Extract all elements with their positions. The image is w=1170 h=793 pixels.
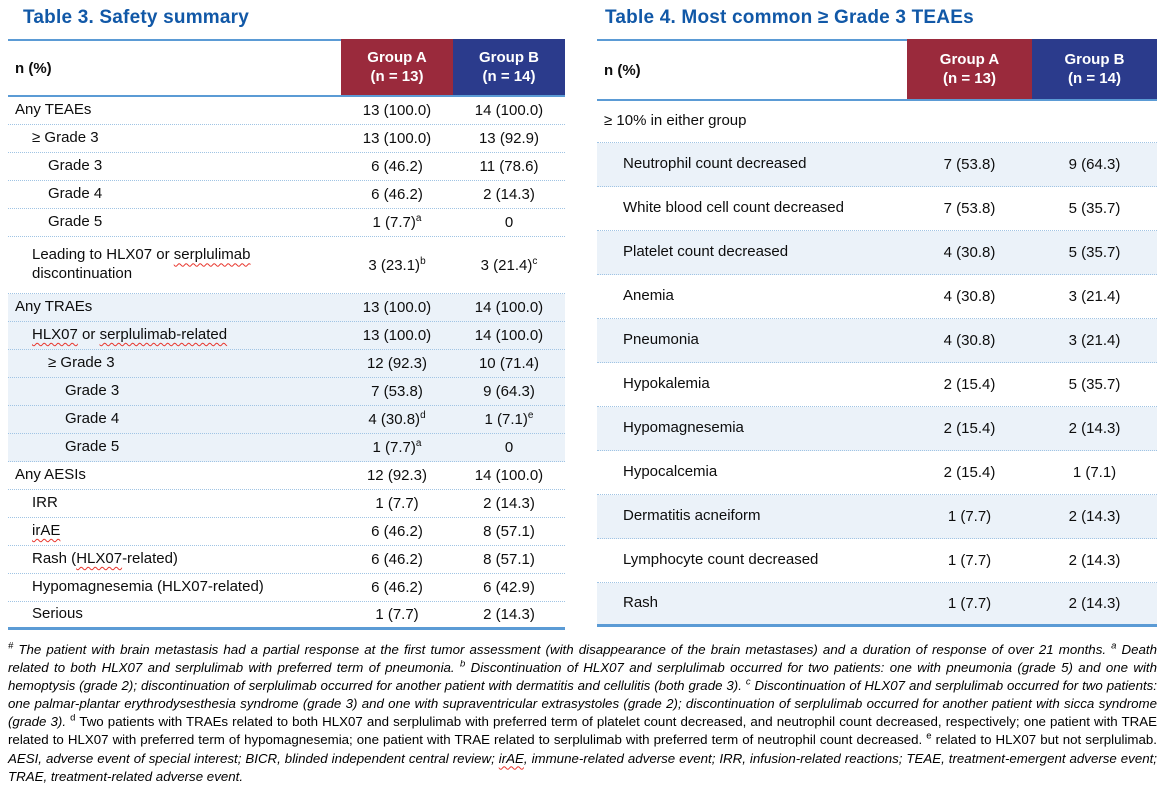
cell-group-b: 1 (7.1) <box>1072 464 1117 481</box>
row-label: Hypomagnesemia (HLX07-related) <box>32 578 264 596</box>
group-b-name: Group B <box>1064 50 1125 68</box>
cell-group-b: 5 (35.7) <box>1068 376 1121 393</box>
cell-group-b: 3 $(21.4)^c$ <box>480 255 538 274</box>
row-label: Hypomagnesemia <box>623 419 744 437</box>
cell-group-a: 1 (7.7) <box>375 495 419 512</box>
table-row <box>8 97 565 125</box>
cell-group-b: 8 (57.1) <box>483 551 535 568</box>
row-label: Anemia <box>623 287 674 305</box>
column-header-metric: n (%) <box>597 39 907 99</box>
cell-group-b: 2 (14.3) <box>1068 508 1121 525</box>
group-a-n: (n = 13) <box>370 68 424 85</box>
group-b-n: (n = 14) <box>1068 70 1121 87</box>
tables-section <box>8 5 1157 630</box>
column-header-group-a <box>907 39 1032 99</box>
cell-group-a: 12 (92.3) <box>366 467 428 484</box>
table-row <box>597 101 1157 143</box>
row-label: Leading to HLX07 or serplulimab discontinuation <box>32 246 251 282</box>
cell-group-b: 11 (78.6) <box>479 158 539 175</box>
group-a-name: Group A <box>939 50 1000 68</box>
table3-title: Table 3. Safety summary <box>23 7 250 28</box>
footnote-segment: irAE <box>498 750 524 766</box>
cell-group-a: 3 $(23.1)^b$ <box>368 255 426 274</box>
cell-group-a: 6 (46.2) <box>371 579 423 596</box>
table-row <box>8 602 565 630</box>
table-row <box>8 125 565 153</box>
cell-group-a: 4 $(30.8)^d$ <box>368 410 426 428</box>
cell-group-b: 14 (100.0) <box>474 467 544 484</box>
cell-group-a: 2 (15.4) <box>943 464 996 481</box>
table-row <box>8 378 565 406</box>
footnote-segment: $^b$ Discontinuation of HLX07 and serplulimab occurred for two patients: one with pneumonia (grade 5) and one with hemoptysis (grade 2); discontinuation of serplulimab occurred for another patient with dermatitis and cellulitis (both grade 3). <box>8 658 1157 694</box>
row-label: Dermatitis acneiform <box>623 507 761 525</box>
cell-group-b: 2 (14.3) <box>483 186 535 203</box>
row-label: Grade 4 <box>65 410 120 428</box>
table-row <box>597 363 1157 407</box>
column-header-group-b <box>453 39 565 95</box>
table-row <box>8 574 565 602</box>
cell-group-a: 4 (30.8) <box>943 332 996 349</box>
row-label: White blood cell count decreased <box>623 199 844 217</box>
cell-group-a: 6 (46.2) <box>371 186 423 203</box>
table-row <box>597 407 1157 451</box>
table-row <box>597 539 1157 583</box>
row-label: Hypocalcemia <box>623 463 718 481</box>
table4-title: Table 4. Most common ≥ Grade 3 TEAEs <box>605 7 974 28</box>
cell-group-b: 3 (21.4) <box>1068 288 1121 305</box>
group-a-name: Group A <box>367 48 427 66</box>
cell-group-a: 12 (92.3) <box>366 355 428 372</box>
table-row <box>597 187 1157 231</box>
footnote-segment: , immune-related adverse event; IRR, infusion-related reactions; TEAE, treatment-emergent adverse event; TRAE, treatment-related adverse event. <box>8 750 1158 784</box>
table-row <box>8 462 565 490</box>
footnote-segment: $^e$ related to HLX07 but not serplulimab. <box>926 731 1157 748</box>
footnotes <box>8 641 1157 786</box>
cell-group-a: 2 (15.4) <box>943 376 996 393</box>
table3-panel <box>8 5 565 630</box>
cell-group-b: 13 (92.9) <box>478 130 540 147</box>
table-row <box>8 237 565 294</box>
table-row <box>8 350 565 378</box>
cell-group-a: 1 $(7.7)^a$ <box>372 213 422 231</box>
column-header-group-b <box>1032 39 1157 99</box>
row-label: IRR <box>32 494 58 512</box>
table-row <box>597 451 1157 495</box>
table-row <box>8 322 565 350</box>
row-label: Grade 5 <box>65 438 120 456</box>
row-label: Lymphocyte count decreased <box>623 551 819 569</box>
row-label: Neutrophil count decreased <box>623 155 807 173</box>
table-row <box>8 209 565 237</box>
row-label: HLX07 or serplulimab-related <box>32 326 228 344</box>
row-label: Serious <box>32 605 83 623</box>
cell-group-a: 4 (30.8) <box>943 288 996 305</box>
cell-group-b: 14 (100.0) <box>474 327 544 344</box>
cell-group-b: 3 (21.4) <box>1068 332 1121 349</box>
table4-panel <box>597 5 1157 627</box>
cell-group-b: 5 (35.7) <box>1068 200 1121 217</box>
table-row <box>8 546 565 574</box>
cell-group-a: 13 (100.0) <box>362 327 432 344</box>
cell-group-b: 9 (64.3) <box>483 383 535 400</box>
cell-group-a: 13 (100.0) <box>362 130 432 147</box>
row-label: Any TEAEs <box>15 101 92 119</box>
table-row <box>597 495 1157 539</box>
group-a-n: (n = 13) <box>943 70 996 87</box>
cell-group-a: 7 (53.8) <box>943 156 996 173</box>
table4 <box>597 39 1157 627</box>
footnote-segment: AESI, adverse event of special interest; BICR, blinded independent central review; <box>8 750 499 766</box>
table-row <box>8 518 565 546</box>
cell-group-b: 0 <box>504 439 514 456</box>
row-label: Rash (HLX07-related) <box>32 550 178 568</box>
table3-body <box>8 97 565 630</box>
cell-group-b: 2 (14.3) <box>1068 420 1121 437</box>
row-label: Grade 5 <box>48 213 103 231</box>
row-label: ≥ Grade 3 <box>48 354 115 372</box>
cell-group-a: 1 $(7.7)^a$ <box>372 438 422 456</box>
footnote-segment: $^d$ Two patients with TRAEs related to both HLX07 and serplulimab with preferred term of platelet count decreased, and neutrophil count decreased, respectively; one patient with TRAE related to HLX07 with preferred term of hypomagnesemia; one patient with TRAE related to serplulimab with preferred term of neutrophil count decreased. <box>8 712 1157 748</box>
cell-group-b: 8 (57.1) <box>483 523 535 540</box>
footnote-segment: # The patient with brain metastasis had a partial response at the first tumor assessment (with disappearance of the brain metastases) and a duration of response of over 21 months. <box>8 640 1112 657</box>
cell-group-a: 6 (46.2) <box>371 158 423 175</box>
row-label: ≥ 10% in either group <box>604 112 747 130</box>
cell-group-a: 13 (100.0) <box>362 299 432 316</box>
footnote-segment: $^c$ Discontinuation of HLX07 and serplulimab occurred for two patients: one palmar-plantar erythrodysesthesia syndrome (grade 3) and one with supraventricular extrasystoles (grade 2); discontinuation of serplulimab occurred for another patient with sicca syndrome (grade 3). <box>8 676 1157 730</box>
cell-group-a: 6 (46.2) <box>371 551 423 568</box>
cell-group-a: 1 (7.7) <box>947 595 992 612</box>
cell-group-b: 2 (14.3) <box>483 495 535 512</box>
cell-group-b: 2 (14.3) <box>1068 552 1121 569</box>
group-b-n: (n = 14) <box>482 68 536 85</box>
row-label: Platelet count decreased <box>623 243 789 261</box>
cell-group-b: 2 (14.3) <box>1068 595 1121 612</box>
cell-group-a: 7 (53.8) <box>943 200 996 217</box>
cell-group-a: 1 (7.7) <box>947 552 992 569</box>
table-row <box>8 406 565 434</box>
table3 <box>8 39 565 630</box>
cell-group-b: 5 (35.7) <box>1068 244 1121 261</box>
group-b-name: Group B <box>479 48 539 66</box>
table4-body <box>597 101 1157 627</box>
cell-group-b: 1 $(7.1)^e$ <box>484 410 534 428</box>
cell-group-b: 0 <box>504 214 514 231</box>
cell-group-a: 1 (7.7) <box>947 508 992 525</box>
cell-group-a: 6 (46.2) <box>371 523 423 540</box>
table4-header-row <box>597 39 1157 101</box>
table3-header-row <box>8 39 565 97</box>
cell-group-b: 10 (71.4) <box>478 355 540 372</box>
table-row <box>597 275 1157 319</box>
row-label: Grade 4 <box>48 185 103 203</box>
row-label: Grade 3 <box>65 382 120 400</box>
row-label: Grade 3 <box>48 157 103 175</box>
column-header-metric: n (%) <box>8 39 341 95</box>
cell-group-b: 6 (42.9) <box>483 579 535 596</box>
table-row <box>8 294 565 322</box>
row-label: irAE <box>32 522 61 540</box>
cell-group-a: 2 (15.4) <box>943 420 996 437</box>
table-row <box>8 153 565 181</box>
cell-group-b: 9 (64.3) <box>1068 156 1121 173</box>
row-label: Hypokalemia <box>623 375 710 393</box>
row-label: Any TRAEs <box>15 298 93 316</box>
table-row <box>597 583 1157 627</box>
cell-group-a: 13 (100.0) <box>362 102 432 119</box>
row-label: Pneumonia <box>623 331 699 349</box>
table-row <box>597 231 1157 275</box>
row-label: Any AESIs <box>15 466 86 484</box>
column-header-group-a <box>341 39 453 95</box>
cell-group-b: 2 (14.3) <box>483 606 535 623</box>
table-row <box>8 181 565 209</box>
cell-group-b: 14 (100.0) <box>474 299 544 316</box>
table-row <box>597 319 1157 363</box>
cell-group-a: 7 (53.8) <box>371 383 423 400</box>
table-row <box>8 434 565 462</box>
cell-group-a: 1 (7.7) <box>375 606 419 623</box>
row-label: Rash <box>623 594 659 612</box>
cell-group-b: 14 (100.0) <box>474 102 544 119</box>
table-row <box>597 143 1157 187</box>
footnote-segment: $^a$ Death related to both HLX07 and serplulimab with preferred term of pneumonia. <box>8 640 1157 676</box>
row-label: ≥ Grade 3 <box>32 129 99 147</box>
table-row <box>8 490 565 518</box>
cell-group-a: 4 (30.8) <box>943 244 996 261</box>
